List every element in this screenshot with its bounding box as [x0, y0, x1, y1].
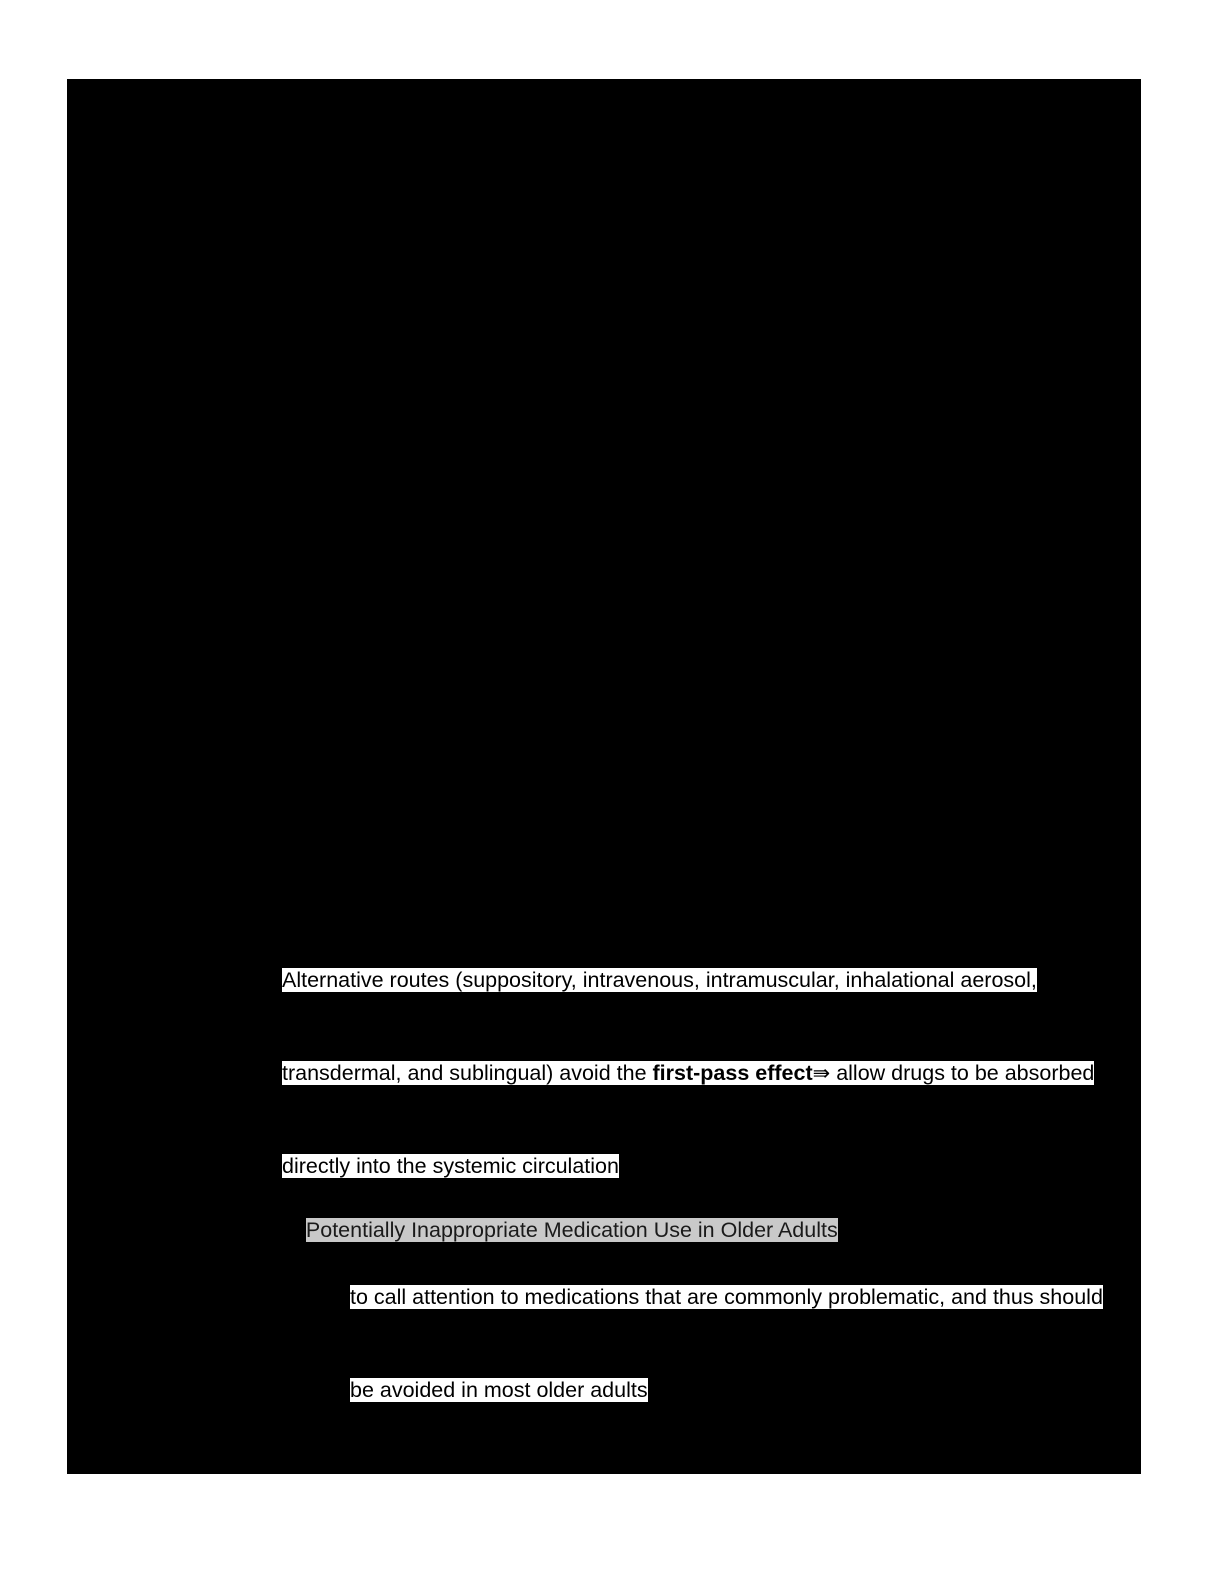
paragraph-line [350, 1375, 1195, 1406]
paragraph-line-2-lead: transdermal, and sublingual) avoid the [282, 1061, 653, 1085]
paragraph-line-2-tail: allow drugs to be absorbed [830, 1061, 1095, 1085]
section-heading-text: Potentially Inappropriate Medication Use in Older Adults [305, 1218, 838, 1242]
double-arrow-icon: ⇛ [812, 1061, 831, 1085]
paragraph-2-line-2-text: be avoided in most older adults [350, 1378, 648, 1402]
paragraph-bold-term: first-pass effect [652, 1061, 813, 1085]
paragraph-older-adults [350, 1220, 1195, 1468]
paragraph-2-line-1-text: to call attention to medications that are commonly problematic, and thus should [350, 1285, 1103, 1309]
paragraph-line-1-text: Alternative routes (suppository, intravenous, intramuscular, inhalational aerosol, [282, 968, 1037, 992]
paragraph-line-3-text: directly into the systemic circulation [282, 1154, 619, 1178]
document-page [68, 80, 1140, 1473]
paragraph-line [282, 1151, 1198, 1182]
paragraph-line [282, 965, 1198, 996]
paragraph-line [282, 1058, 1198, 1089]
paragraph-line [350, 1282, 1195, 1313]
